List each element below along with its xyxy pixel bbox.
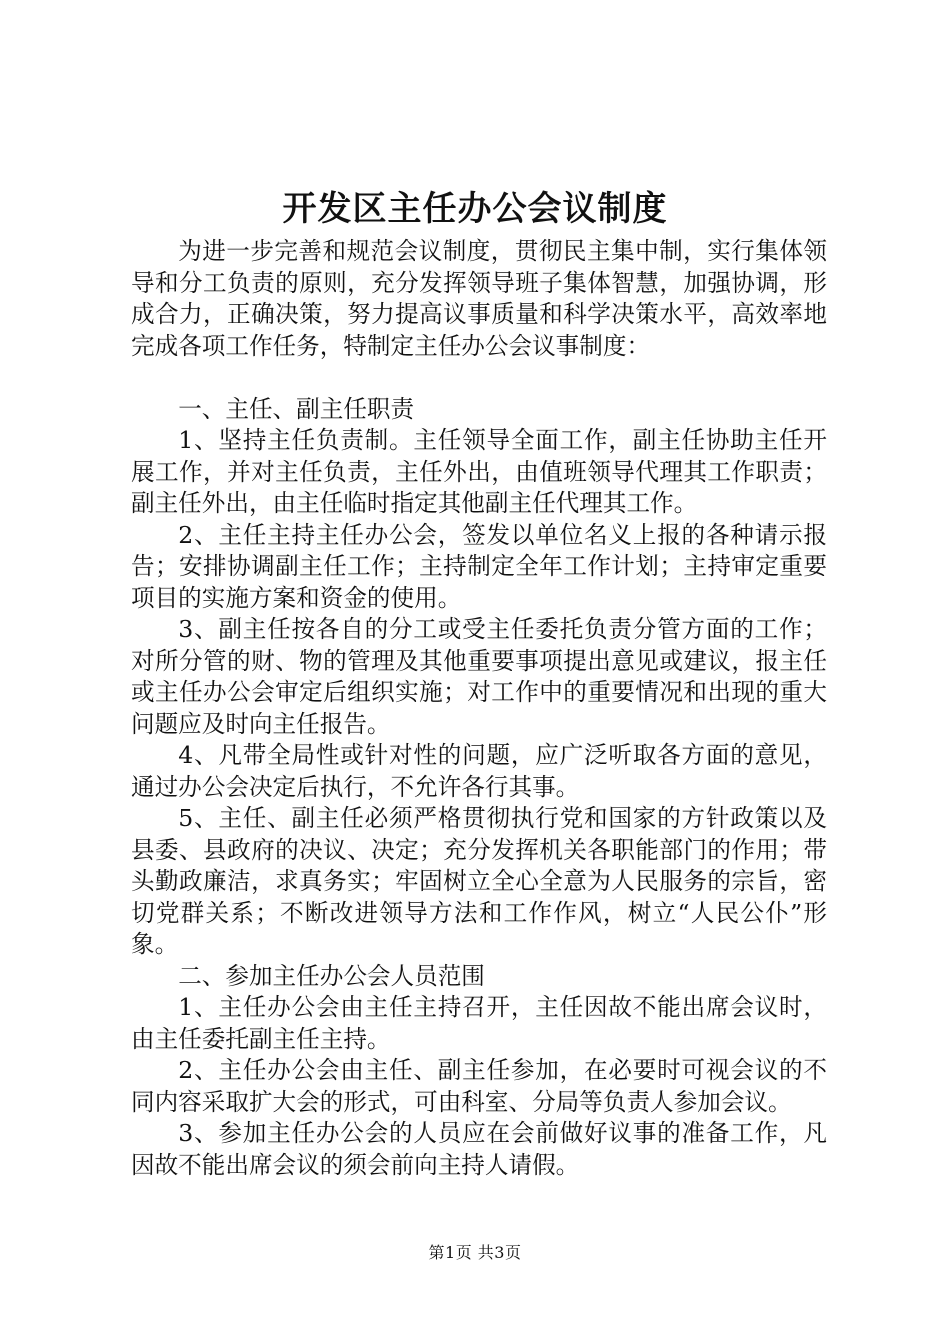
page-number-footer: 第1页 共3页 [428, 1243, 522, 1262]
section-2-item-3: 3、参加主任办公会的人员应在会前做好议事的准备工作，凡因故不能出席会议的须会前向主持人请假。 [131, 1119, 827, 1179]
section-heading-1: 一、主任、副主任职责 [178, 394, 415, 423]
section-1-item-4: 4、凡带全局性或针对性的问题，应广泛听取各方面的意见，通过办公会决定后执行，不允许各行其事。 [131, 741, 827, 801]
section-2-item-1: 1、主任办公会由主任主持召开，主任因故不能出席会议时，由主任委托副主任主持。 [131, 993, 827, 1053]
intro-paragraph: 为进一步完善和规范会议制度，贯彻民主集中制，实行集体领导和分工负责的原则，充分发挥领导班子集体智慧，加强协调，形成合力，正确决策，努力提高议事质量和科学决策水平，高效率地完成各项工作任务，特制定主任办公会议事制度： [131, 237, 827, 360]
section-1-item-1: 1、坚持主任负责制。主任领导全面工作，副主任协助主任开展工作，并对主任负责，主任外出，由值班领导代理其工作职责；副主任外出，由主任临时指定其他副主任代理其工作。 [131, 426, 827, 517]
section-2-item-2: 2、主任办公会由主任、副主任参加，在必要时可视会议的不同内容采取扩大会的形式，可由科室、分局等负责人参加会议。 [131, 1056, 827, 1116]
section-heading-2: 二、参加主任办公会人员范围 [178, 961, 485, 990]
document-body [131, 236, 827, 1181]
section-1-item-2: 2、主任主持主任办公会，签发以单位名义上报的各种请示报告；安排协调副主任工作；主持制定全年工作计划；主持审定重要项目的实施方案和资金的使用。 [131, 520, 827, 612]
section-1-item-3: 3、副主任按各自的分工或受主任委托负责分管方面的工作；对所分管的财、物的管理及其他重要事项提出意见或建议，报主任或主任办公会审定后组织实施；对工作中的重要情况和出现的重大问题应及时向主任报告。 [131, 615, 827, 738]
document-title: 开发区主任办公会议制度 [282, 189, 668, 229]
section-1-item-5: 5、主任、副主任必须严格贯彻执行党和国家的方针政策以及县委、县政府的决议、决定；充分发挥机关各职能部门的作用；带头勤政廉洁，求真务实；牢固树立全心全意为人民服务的宗旨，密切党群关系；不断改进领导方法和工作作风，树立“人民公仆”形象。 [131, 804, 827, 958]
